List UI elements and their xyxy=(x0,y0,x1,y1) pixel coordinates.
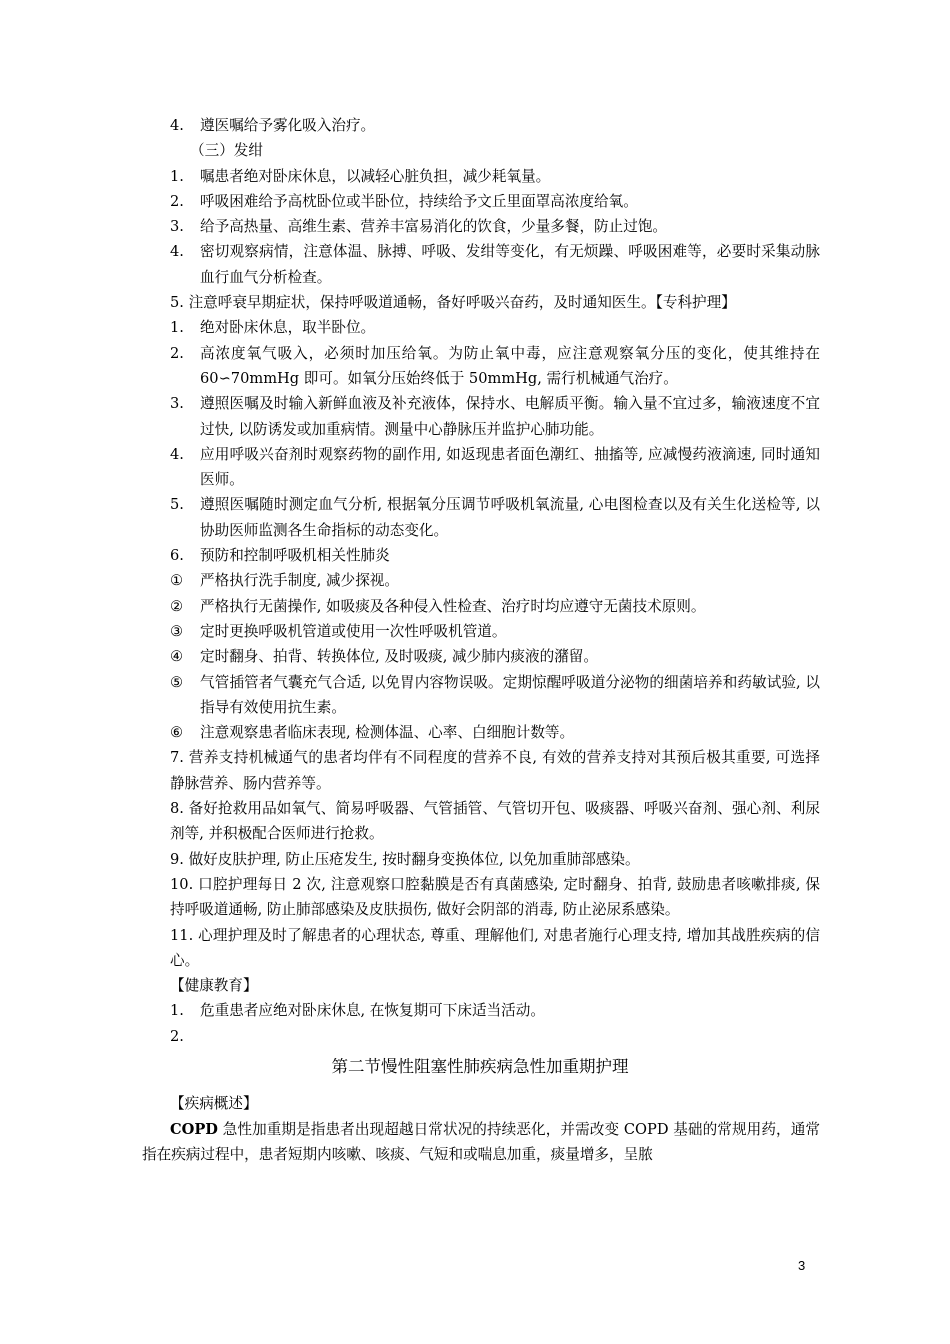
item-number: 1. xyxy=(170,319,184,337)
item-text: 遵医嘱给予雾化吸入治疗。 xyxy=(200,117,376,134)
item-number: 6. xyxy=(170,547,184,565)
item-text: 定时翻身、拍背、转换体位, 及时吸痰, 减少肺内痰液的潴留。 xyxy=(200,648,598,666)
sub-list-item xyxy=(170,670,820,721)
paragraph: 11. 心理护理及时了解患者的心理状态, 尊重、理解他们, 对患者施行心理支持, 增加其战胜疾病的信心。 xyxy=(170,926,820,969)
item-text: 定时更换呼吸机管道或使用一次性呼吸机管道。 xyxy=(200,622,507,640)
item-number: 5. xyxy=(170,496,184,514)
item-number: 4. xyxy=(170,117,184,134)
item-number: 2. xyxy=(170,192,184,210)
item-text: 危重患者应绝对卧床休息, 在恢复期可下床适当活动。 xyxy=(200,1002,545,1020)
item-text: 遵照医嘱及时输入新鲜血液及补充液体，保持水、电解质平衡。输入量不宜过多，输液速度不宜过快, 以防诱发或加重病情。测量中心静脉压并监护心肺功能。 xyxy=(200,395,820,438)
item-number: 2. xyxy=(170,344,184,362)
item-number: ① xyxy=(170,572,184,590)
list-item xyxy=(170,341,820,392)
paragraph: 10. 口腔护理每日 2 次, 注意观察口腔黏膜是否有真菌感染, 定时翻身、拍背, 鼓励患者咳嗽排痰, 保持呼吸道通畅, 防止肺部感染及皮肤损伤, 做好会阴部的消毒, 防止泌尿系感染。 xyxy=(170,875,820,919)
list-item xyxy=(170,1024,820,1049)
item-text: 严格执行洗手制度, 减少探视。 xyxy=(200,572,399,590)
sub-list-item xyxy=(170,720,820,745)
list-item xyxy=(170,189,820,214)
overview-heading: 【疾病概述】 xyxy=(170,1095,258,1113)
item-text: 严格执行无菌操作, 如吸痰及各种侵入性检查、治疗时均应遵守无菌技术原则。 xyxy=(200,597,706,615)
item-text: 高浓度氧气吸入，必须时加压给氧。为防止氧中毒，应注意观察氧分压的变化，使其维持在 60∽70mmHg 即可。如氧分压始终低于 50mmHg, 需行机械通气治疗。 xyxy=(200,344,820,387)
item-number: 4. xyxy=(170,445,184,463)
item-number: ② xyxy=(170,597,184,615)
item-text: 呼吸困难给予高枕卧位或半卧位，持续给予文丘里面罩高浓度给氧。 xyxy=(200,192,638,210)
item-text: 给予高热量、高维生素、营养丰富易消化的饮食，少量多餐，防止过饱。 xyxy=(200,218,668,236)
item-text: 绝对卧床休息，取半卧位。 xyxy=(200,319,376,337)
item-text: 应用呼吸兴奋剂时观察药物的副作用, 如返现患者面色潮红、抽搐等, 应减慢药液滴速, 同时通知医师。 xyxy=(200,445,820,489)
list-item xyxy=(170,113,820,138)
subsection-heading: （三）发绀 xyxy=(190,142,263,160)
list-item xyxy=(170,239,820,290)
item-text: 嘱患者绝对卧床休息，以减轻心脏负担，减少耗氧量。 xyxy=(200,167,551,185)
item-text: 气管插管者气囊充气合适, 以免胃内容物误吸。定期惊醒呼吸道分泌物的细菌培养和药敏试验, 以指导有效使用抗生素。 xyxy=(200,673,820,716)
item-text: 遵照医嘱随时测定血气分析, 根据氧分压调节呼吸机氧流量, 心电图检查以及有关生化送检等, 以协助医师监测各生命指标的动态变化。 xyxy=(200,496,820,539)
paragraph: 7. 营养支持机械通气的患者均伴有不同程度的营养不良, 有效的营养支持对其预后极其重要, 可选择静脉营养、肠内营养等。 xyxy=(170,749,820,792)
sub-list-item xyxy=(170,644,820,669)
list-item xyxy=(170,391,820,442)
list-item xyxy=(170,998,820,1023)
item-text: 注意观察患者临床表现, 检测体温、心率、白细胞计数等。 xyxy=(200,724,575,742)
list-item xyxy=(170,214,820,239)
sub-list-item xyxy=(170,594,820,619)
copd-term: COPD xyxy=(170,1120,218,1138)
paragraph xyxy=(142,1117,820,1168)
item-number: ④ xyxy=(170,648,184,666)
list-item xyxy=(170,543,820,568)
list-item xyxy=(170,315,820,340)
paragraph: 8. 备好抢救用品如氧气、简易呼吸器、气管插管、气管切开包、吸痰器、呼吸兴奋剂、强心剂、利尿剂等, 并积极配合医师进行抢救。 xyxy=(170,800,820,843)
section-title: 第二节慢性阻塞性肺疾病急性加重期护理 xyxy=(331,1056,629,1076)
item-number: 3. xyxy=(170,218,184,236)
item-number: ⑤ xyxy=(170,673,184,691)
item-text: 预防和控制呼吸机相关性肺炎 xyxy=(200,547,390,565)
paragraph: 9. 做好皮肤护理, 防止压疮发生, 按时翻身变换体位, 以免加重肺部感染。 xyxy=(170,850,640,868)
item-number: ③ xyxy=(170,622,184,640)
paragraph: 5. 注意呼衰早期症状，保持呼吸道通畅，备好呼吸兴奋药，及时通知医生。【专科护理】 xyxy=(170,294,736,312)
page-number: 3 xyxy=(798,1258,806,1273)
paragraph-text: 急性加重期是指患者出现超越日常状况的持续恶化，并需改变 COPD 基础的常规用药，通常指在疾病过程中，患者短期内咳嗽、咳痰、气短和或喘息加重，痰量增多，呈脓 xyxy=(142,1120,820,1163)
list-item xyxy=(170,442,820,493)
item-text: 密切观察病情，注意体温、脉搏、呼吸、发绀等变化，有无烦躁、呼吸困难等，必要时采集动脉血行血气分析检查。 xyxy=(200,243,820,286)
item-number: 1. xyxy=(170,1002,184,1020)
item-number: 4. xyxy=(170,243,184,261)
list-item xyxy=(170,164,820,189)
sub-list-item xyxy=(170,568,820,593)
list-item xyxy=(170,492,820,543)
health-education-heading: 【健康教育】 xyxy=(170,977,258,995)
item-text xyxy=(200,1024,820,1049)
item-number: 2. xyxy=(170,1027,184,1045)
sub-list-item xyxy=(170,619,820,644)
item-number: 1. xyxy=(170,167,184,185)
document-body xyxy=(142,113,820,1167)
item-number: 3. xyxy=(170,395,184,413)
item-number: ⑥ xyxy=(170,724,184,742)
